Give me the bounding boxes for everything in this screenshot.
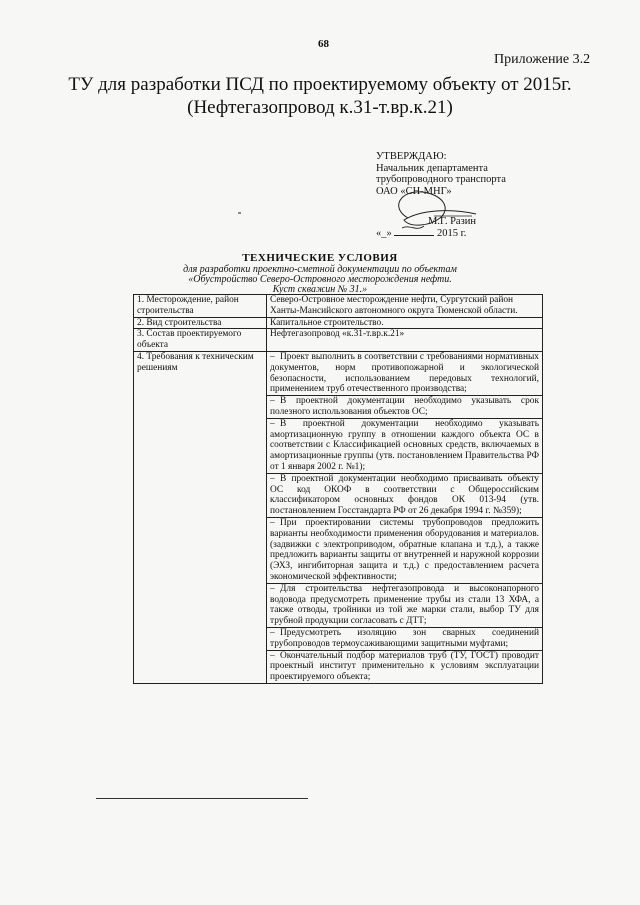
approval-year: 2015 г. — [437, 227, 467, 239]
footnote-divider — [96, 798, 308, 799]
specs-title: ТЕХНИЧЕСКИЕ УСЛОВИЯ — [242, 252, 398, 264]
requirement-paragraph: – В проектной документации необходимо указывать срок полезного использования объектов ОС; — [267, 395, 542, 418]
specs-subtitle-3: Куст скважин № 31.» — [272, 284, 368, 295]
table-row — [134, 295, 543, 318]
requirement-paragraph: – В проектной документации необходимо присваивать объекту ОС код ОКОФ в соответствии с Общероссийским классификатором основных фондов ОК 013-94 (утв. постановлением Госстандарта РФ от 26 декабря 1994 г. №359); — [267, 473, 542, 517]
specs-subtitle-2: «Обустройство Северо-Островного месторождения нефти. — [188, 274, 452, 285]
document-title-line1: ТУ для разработки ПСД по проектируемому объекту от 2015г. — [68, 74, 572, 95]
row-label: 2. Вид строительства — [134, 317, 267, 329]
approval-date-prefix: «_» — [376, 227, 392, 239]
requirement-paragraph: – Предусмотреть изоляцию зон сварных соединений трубопроводов термоусаживающими защитными муфтами; — [267, 627, 542, 650]
row-label: 3. Состав проектируемого объекта — [134, 329, 267, 352]
row-label: 1. Месторождение, район строительства — [134, 295, 267, 318]
approval-company: ОАО «СН-МНГ» — [376, 185, 452, 197]
row-value-requirements — [267, 351, 543, 683]
specs-table — [133, 294, 543, 684]
requirement-paragraph: – При проектировании системы трубопроводов предложить варианты необходимости применения оборудования и материалов. (задвижки с электроприводом, обратные клапана и т.д.), а также предложить варианты защиты от внутренней и наружной коррозии (ЭХЗ, ингибиторная защита и т.д.) с предоставлением расчета экономической эффективности; — [267, 517, 542, 583]
requirement-paragraph: – Для строительства нефтегазопровода и высоконапорного водовода предусмотреть применение трубы из стали 13 ХФА, а также отводы, тройники из той же марки стали, выбор ТУ для трубной продукции согласовать с ДТТ; — [267, 583, 542, 627]
document-title-line2: (Нефтегазопровод к.31-т.вр.к.21) — [187, 97, 453, 118]
page-number: 68 — [318, 38, 329, 50]
scan-speck — [238, 212, 241, 214]
requirement-paragraph: – В проектной документации необходимо указывать амортизационную группу в отношении каждого объекта ОС в соответствии с Классификацией основных средств, включаемых в амортизационные группы (утв. постановлением Правительства РФ от 1 января 2002 г. №1); — [267, 418, 542, 473]
row-label: 4. Требования к техническим решениям — [134, 351, 267, 683]
table-row — [134, 329, 543, 352]
signature-mark — [380, 188, 490, 238]
specs-subtitle-1: для разработки проектно-сметной документации по объектам — [183, 264, 457, 275]
table-row — [134, 351, 543, 683]
approval-position-line2: трубопроводного транспорта — [376, 174, 506, 185]
approval-name: М.Г. Разин — [428, 216, 476, 227]
approval-heading: УТВЕРЖДАЮ: — [376, 151, 447, 162]
approval-position-line1: Начальник департамента — [376, 162, 488, 174]
row-value: Северо-Островное месторождение нефти, Сургутский район Ханты-Мансийского автономного округа Тюменской области. — [267, 295, 543, 318]
row-value: Нефтегазопровод «к.31-т.вр.к.21» — [267, 329, 543, 352]
row-value: Капитальное строительство. — [267, 317, 543, 329]
requirement-paragraph: – Проект выполнить в соответствии с требованиями нормативных документов, норм противопожарной и экологической безопасности, использованием передовых технологий, применением труб отечественного производства; — [270, 351, 539, 395]
appendix-label: Приложение 3.2 — [494, 52, 591, 67]
requirement-paragraph: – Окончательный подбор материалов труб (ТУ, ГОСТ) проводит проектный институт применительно к условиям эксплуатации проектируемого объекта; — [267, 650, 542, 683]
table-row — [134, 317, 543, 329]
